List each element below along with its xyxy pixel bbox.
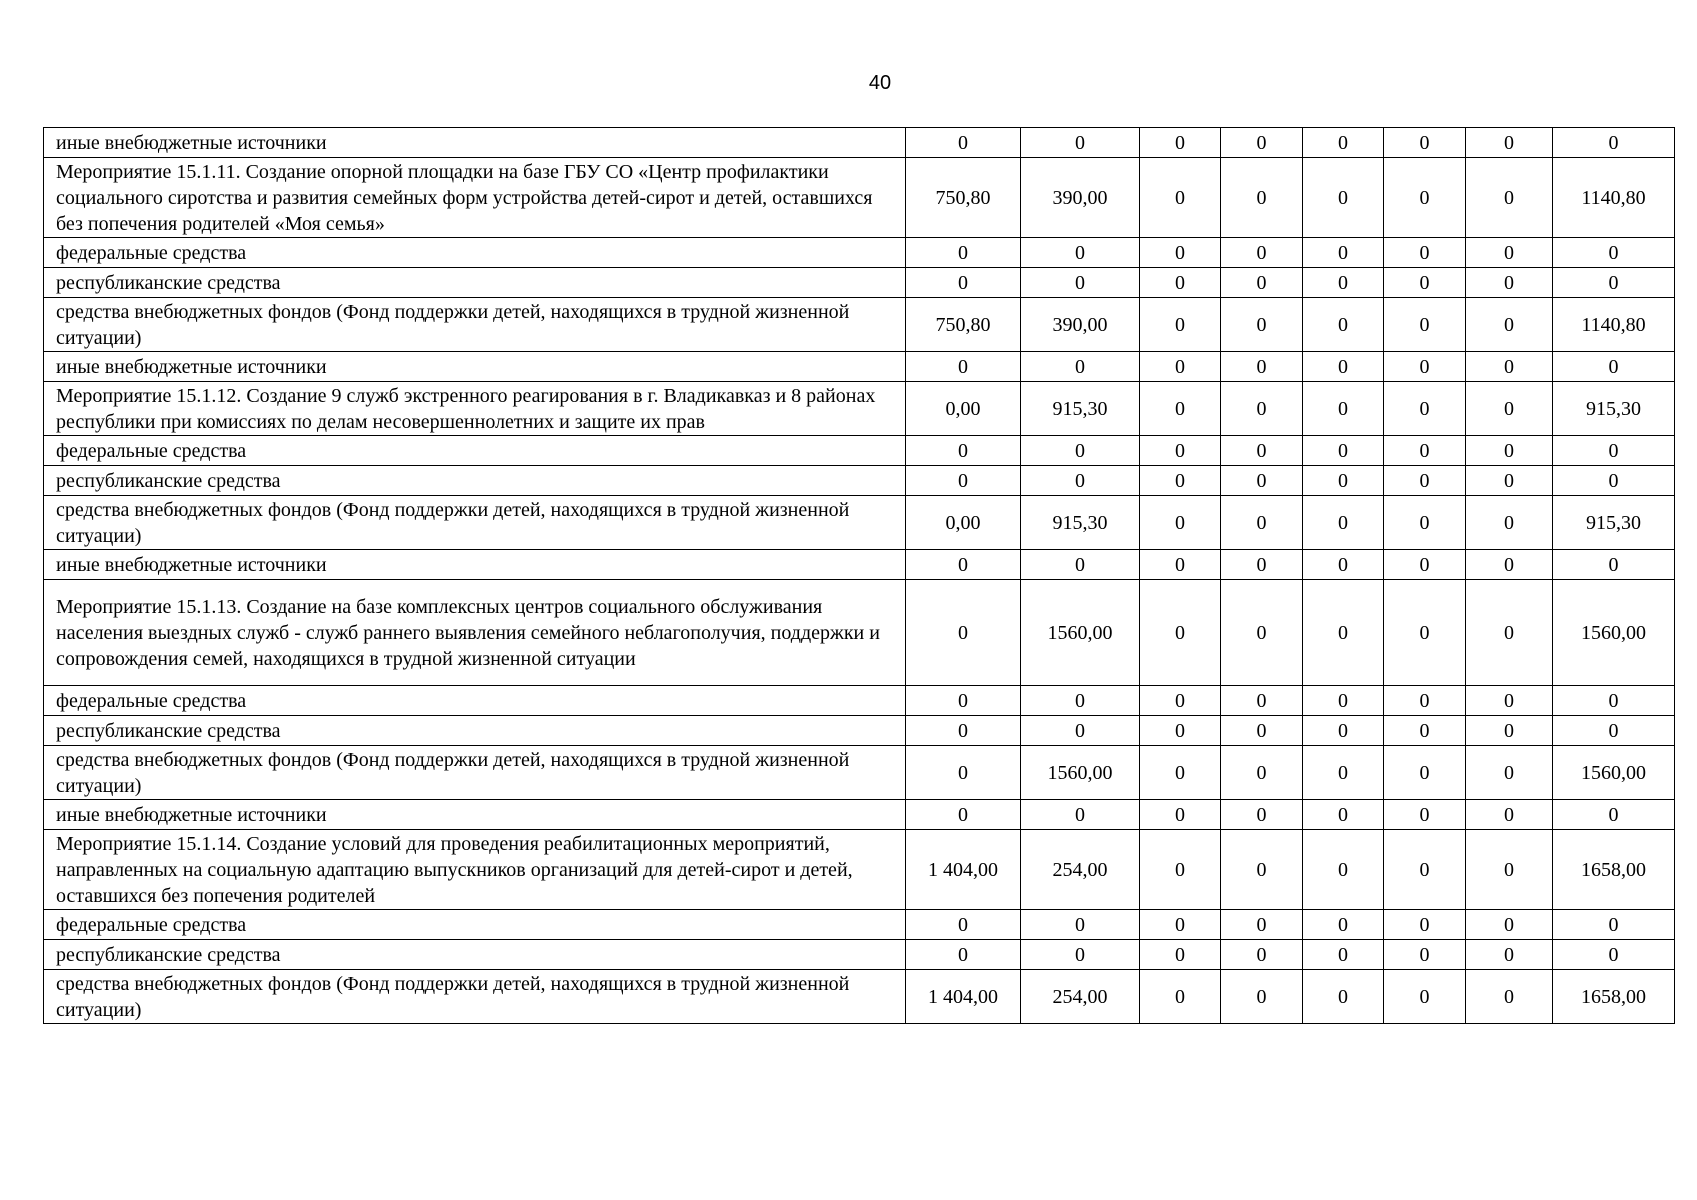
table-row (44, 940, 1675, 970)
value-cell: 0 (1466, 940, 1553, 970)
value-cell: 0 (1466, 436, 1553, 466)
value-cell: 0 (1384, 466, 1466, 496)
value-cell: 0 (1221, 830, 1303, 910)
table-row (44, 238, 1675, 268)
value-cell: 0 (1384, 940, 1466, 970)
value-cell: 0 (1466, 128, 1553, 158)
value-cell: 0 (1384, 686, 1466, 716)
value-cell: 0 (1140, 910, 1221, 940)
value-cell: 0 (1303, 910, 1384, 940)
value-cell: 0 (1303, 436, 1384, 466)
value-cell: 0 (1221, 268, 1303, 298)
table-row (44, 580, 1675, 686)
value-cell: 0 (1221, 352, 1303, 382)
total-value-cell: 0 (1553, 910, 1675, 940)
row-label-cell: республиканские средства (44, 268, 906, 298)
total-value-cell: 0 (1553, 800, 1675, 830)
row-label-cell: иные внебюджетные источники (44, 800, 906, 830)
value-cell: 750,80 (906, 298, 1021, 352)
value-cell: 0 (1466, 298, 1553, 352)
value-cell: 0 (1140, 128, 1221, 158)
row-label-cell: Мероприятие 15.1.13. Создание на базе комплексных центров социального обслуживания населения выездных служб - служб раннего выявления семейного неблагополучия, поддержки и сопровождения семей, находящихся в трудной жизненной ситуации (44, 580, 906, 686)
value-cell: 0 (1221, 716, 1303, 746)
table-row (44, 298, 1675, 352)
value-cell: 0 (1303, 716, 1384, 746)
value-cell: 0 (1303, 746, 1384, 800)
row-label-cell: Мероприятие 15.1.14. Создание условий для проведения реабилитационных мероприятий, направленных на социальную адаптацию выпускников организаций для детей-сирот и детей, оставшихся без попечения родителей (44, 830, 906, 910)
value-cell: 0,00 (906, 382, 1021, 436)
total-value-cell: 0 (1553, 352, 1675, 382)
value-cell: 0 (1466, 550, 1553, 580)
value-cell: 0 (1303, 686, 1384, 716)
value-cell: 0 (906, 238, 1021, 268)
value-cell: 0 (1303, 830, 1384, 910)
row-label-cell: республиканские средства (44, 466, 906, 496)
value-cell: 0,00 (906, 496, 1021, 550)
value-cell: 0 (1466, 268, 1553, 298)
row-label-cell: иные внебюджетные источники (44, 128, 906, 158)
value-cell: 0 (906, 268, 1021, 298)
value-cell: 0 (1384, 298, 1466, 352)
value-cell: 0 (1021, 910, 1140, 940)
value-cell: 0 (1021, 800, 1140, 830)
value-cell: 0 (1384, 238, 1466, 268)
row-label-cell: федеральные средства (44, 686, 906, 716)
value-cell: 0 (1384, 830, 1466, 910)
total-value-cell: 1560,00 (1553, 580, 1675, 686)
table-row (44, 716, 1675, 746)
value-cell: 0 (1221, 800, 1303, 830)
value-cell: 0 (1221, 496, 1303, 550)
row-label-cell: республиканские средства (44, 940, 906, 970)
value-cell: 254,00 (1021, 970, 1140, 1024)
total-value-cell: 915,30 (1553, 382, 1675, 436)
value-cell: 0 (1221, 686, 1303, 716)
value-cell: 0 (1384, 746, 1466, 800)
table-row (44, 746, 1675, 800)
value-cell: 0 (906, 716, 1021, 746)
value-cell: 0 (1140, 466, 1221, 496)
value-cell: 0 (1140, 382, 1221, 436)
row-label-cell: иные внебюджетные источники (44, 352, 906, 382)
value-cell: 0 (1140, 268, 1221, 298)
value-cell: 0 (1384, 580, 1466, 686)
table-row (44, 382, 1675, 436)
value-cell: 0 (1384, 910, 1466, 940)
table-row (44, 800, 1675, 830)
total-value-cell: 0 (1553, 716, 1675, 746)
value-cell: 0 (1140, 800, 1221, 830)
total-value-cell: 0 (1553, 268, 1675, 298)
value-cell: 0 (1303, 128, 1384, 158)
table-row (44, 128, 1675, 158)
value-cell: 0 (1466, 716, 1553, 746)
value-cell: 0 (1303, 940, 1384, 970)
table-row (44, 970, 1675, 1024)
value-cell: 0 (1140, 686, 1221, 716)
value-cell: 0 (1021, 352, 1140, 382)
value-cell: 0 (1466, 830, 1553, 910)
value-cell: 0 (1466, 686, 1553, 716)
value-cell: 0 (1140, 298, 1221, 352)
value-cell: 0 (1466, 238, 1553, 268)
row-label-cell: средства внебюджетных фондов (Фонд поддержки детей, находящихся в трудной жизненной ситуации) (44, 970, 906, 1024)
value-cell: 0 (906, 436, 1021, 466)
total-value-cell: 915,30 (1553, 496, 1675, 550)
value-cell: 0 (906, 686, 1021, 716)
value-cell: 0 (1303, 268, 1384, 298)
table-row (44, 436, 1675, 466)
row-label-cell: иные внебюджетные источники (44, 550, 906, 580)
value-cell: 0 (1303, 550, 1384, 580)
total-value-cell: 1140,80 (1553, 158, 1675, 238)
value-cell: 0 (1303, 496, 1384, 550)
value-cell: 0 (1140, 238, 1221, 268)
value-cell: 0 (1021, 128, 1140, 158)
page-number: 40 (868, 72, 892, 94)
budget-table (43, 127, 1675, 1024)
value-cell: 0 (1021, 686, 1140, 716)
row-label-cell: средства внебюджетных фондов (Фонд поддержки детей, находящихся в трудной жизненной ситуации) (44, 746, 906, 800)
row-label-cell: средства внебюджетных фондов (Фонд поддержки детей, находящихся в трудной жизненной ситуации) (44, 298, 906, 352)
value-cell: 0 (1221, 580, 1303, 686)
value-cell: 1 404,00 (906, 970, 1021, 1024)
value-cell: 0 (1021, 716, 1140, 746)
value-cell: 0 (1140, 746, 1221, 800)
value-cell: 0 (906, 352, 1021, 382)
value-cell: 0 (1384, 800, 1466, 830)
table-row (44, 466, 1675, 496)
value-cell: 915,30 (1021, 382, 1140, 436)
value-cell: 0 (1303, 800, 1384, 830)
value-cell: 0 (1384, 550, 1466, 580)
value-cell: 0 (1303, 580, 1384, 686)
total-value-cell: 0 (1553, 550, 1675, 580)
value-cell: 0 (906, 746, 1021, 800)
value-cell: 0 (1140, 550, 1221, 580)
total-value-cell: 1658,00 (1553, 970, 1675, 1024)
value-cell: 0 (1140, 352, 1221, 382)
value-cell: 390,00 (1021, 298, 1140, 352)
value-cell: 0 (1303, 382, 1384, 436)
value-cell: 0 (1384, 436, 1466, 466)
value-cell: 0 (1021, 238, 1140, 268)
value-cell: 1560,00 (1021, 746, 1140, 800)
value-cell: 0 (1021, 436, 1140, 466)
value-cell: 0 (1221, 436, 1303, 466)
total-value-cell: 0 (1553, 238, 1675, 268)
value-cell: 0 (1466, 800, 1553, 830)
value-cell: 0 (1221, 970, 1303, 1024)
table-row (44, 352, 1675, 382)
value-cell: 0 (1466, 158, 1553, 238)
total-value-cell: 1560,00 (1553, 746, 1675, 800)
table-row (44, 268, 1675, 298)
value-cell: 0 (1221, 910, 1303, 940)
value-cell: 0 (906, 128, 1021, 158)
table-row (44, 550, 1675, 580)
table-row (44, 830, 1675, 910)
value-cell: 0 (1303, 970, 1384, 1024)
row-label-cell: Мероприятие 15.1.11. Создание опорной площадки на базе ГБУ СО «Центр профилактики социального сиротства и развития семейных форм устройства детей-сирот и детей, оставшихся без попечения родителей «Моя семья» (44, 158, 906, 238)
table-row (44, 910, 1675, 940)
value-cell: 0 (1221, 550, 1303, 580)
value-cell: 1560,00 (1021, 580, 1140, 686)
value-cell: 0 (906, 800, 1021, 830)
total-value-cell: 1658,00 (1553, 830, 1675, 910)
value-cell: 0 (906, 580, 1021, 686)
value-cell: 0 (906, 940, 1021, 970)
value-cell: 0 (1221, 128, 1303, 158)
table-row (44, 496, 1675, 550)
value-cell: 0 (1140, 716, 1221, 746)
value-cell: 0 (1221, 746, 1303, 800)
value-cell: 390,00 (1021, 158, 1140, 238)
table-row (44, 686, 1675, 716)
value-cell: 0 (1140, 158, 1221, 238)
value-cell: 0 (1221, 466, 1303, 496)
value-cell: 0 (1303, 466, 1384, 496)
value-cell: 0 (1466, 496, 1553, 550)
value-cell: 0 (1466, 746, 1553, 800)
row-label-cell: Мероприятие 15.1.12. Создание 9 служб экстренного реагирования в г. Владикавказ и 8 районах республики при комиссиях по делам несовершеннолетних и защите их прав (44, 382, 906, 436)
value-cell: 0 (1384, 128, 1466, 158)
value-cell: 254,00 (1021, 830, 1140, 910)
value-cell: 0 (1303, 158, 1384, 238)
value-cell: 0 (1466, 352, 1553, 382)
value-cell: 0 (1466, 910, 1553, 940)
value-cell: 915,30 (1021, 496, 1140, 550)
value-cell: 0 (1140, 436, 1221, 466)
value-cell: 0 (1140, 580, 1221, 686)
row-label-cell: средства внебюджетных фондов (Фонд поддержки детей, находящихся в трудной жизненной ситуации) (44, 496, 906, 550)
value-cell: 750,80 (906, 158, 1021, 238)
value-cell: 0 (1384, 382, 1466, 436)
value-cell: 0 (1466, 970, 1553, 1024)
value-cell: 0 (1021, 466, 1140, 496)
value-cell: 0 (1221, 158, 1303, 238)
value-cell: 0 (1384, 716, 1466, 746)
value-cell: 0 (1384, 268, 1466, 298)
value-cell: 0 (1384, 970, 1466, 1024)
value-cell: 0 (1021, 940, 1140, 970)
value-cell: 0 (1303, 352, 1384, 382)
value-cell: 0 (1384, 496, 1466, 550)
value-cell: 0 (1140, 496, 1221, 550)
total-value-cell: 0 (1553, 686, 1675, 716)
row-label-cell: федеральные средства (44, 910, 906, 940)
total-value-cell: 0 (1553, 128, 1675, 158)
value-cell: 0 (1021, 268, 1140, 298)
value-cell: 0 (1384, 158, 1466, 238)
total-value-cell: 0 (1553, 436, 1675, 466)
value-cell: 0 (1466, 382, 1553, 436)
value-cell: 0 (1140, 940, 1221, 970)
value-cell: 0 (906, 910, 1021, 940)
value-cell: 0 (1021, 550, 1140, 580)
table-row (44, 158, 1675, 238)
value-cell: 0 (1303, 238, 1384, 268)
value-cell: 0 (1221, 940, 1303, 970)
value-cell: 0 (1466, 466, 1553, 496)
value-cell: 0 (1221, 298, 1303, 352)
value-cell: 0 (1221, 382, 1303, 436)
total-value-cell: 0 (1553, 940, 1675, 970)
value-cell: 0 (1221, 238, 1303, 268)
row-label-cell: республиканские средства (44, 716, 906, 746)
total-value-cell: 1140,80 (1553, 298, 1675, 352)
value-cell: 0 (906, 466, 1021, 496)
value-cell: 0 (906, 550, 1021, 580)
table-body (44, 128, 1675, 1024)
value-cell: 0 (1303, 298, 1384, 352)
row-label-cell: федеральные средства (44, 436, 906, 466)
value-cell: 0 (1140, 970, 1221, 1024)
value-cell: 0 (1466, 580, 1553, 686)
row-label-cell: федеральные средства (44, 238, 906, 268)
value-cell: 0 (1140, 830, 1221, 910)
value-cell: 0 (1384, 352, 1466, 382)
total-value-cell: 0 (1553, 466, 1675, 496)
value-cell: 1 404,00 (906, 830, 1021, 910)
